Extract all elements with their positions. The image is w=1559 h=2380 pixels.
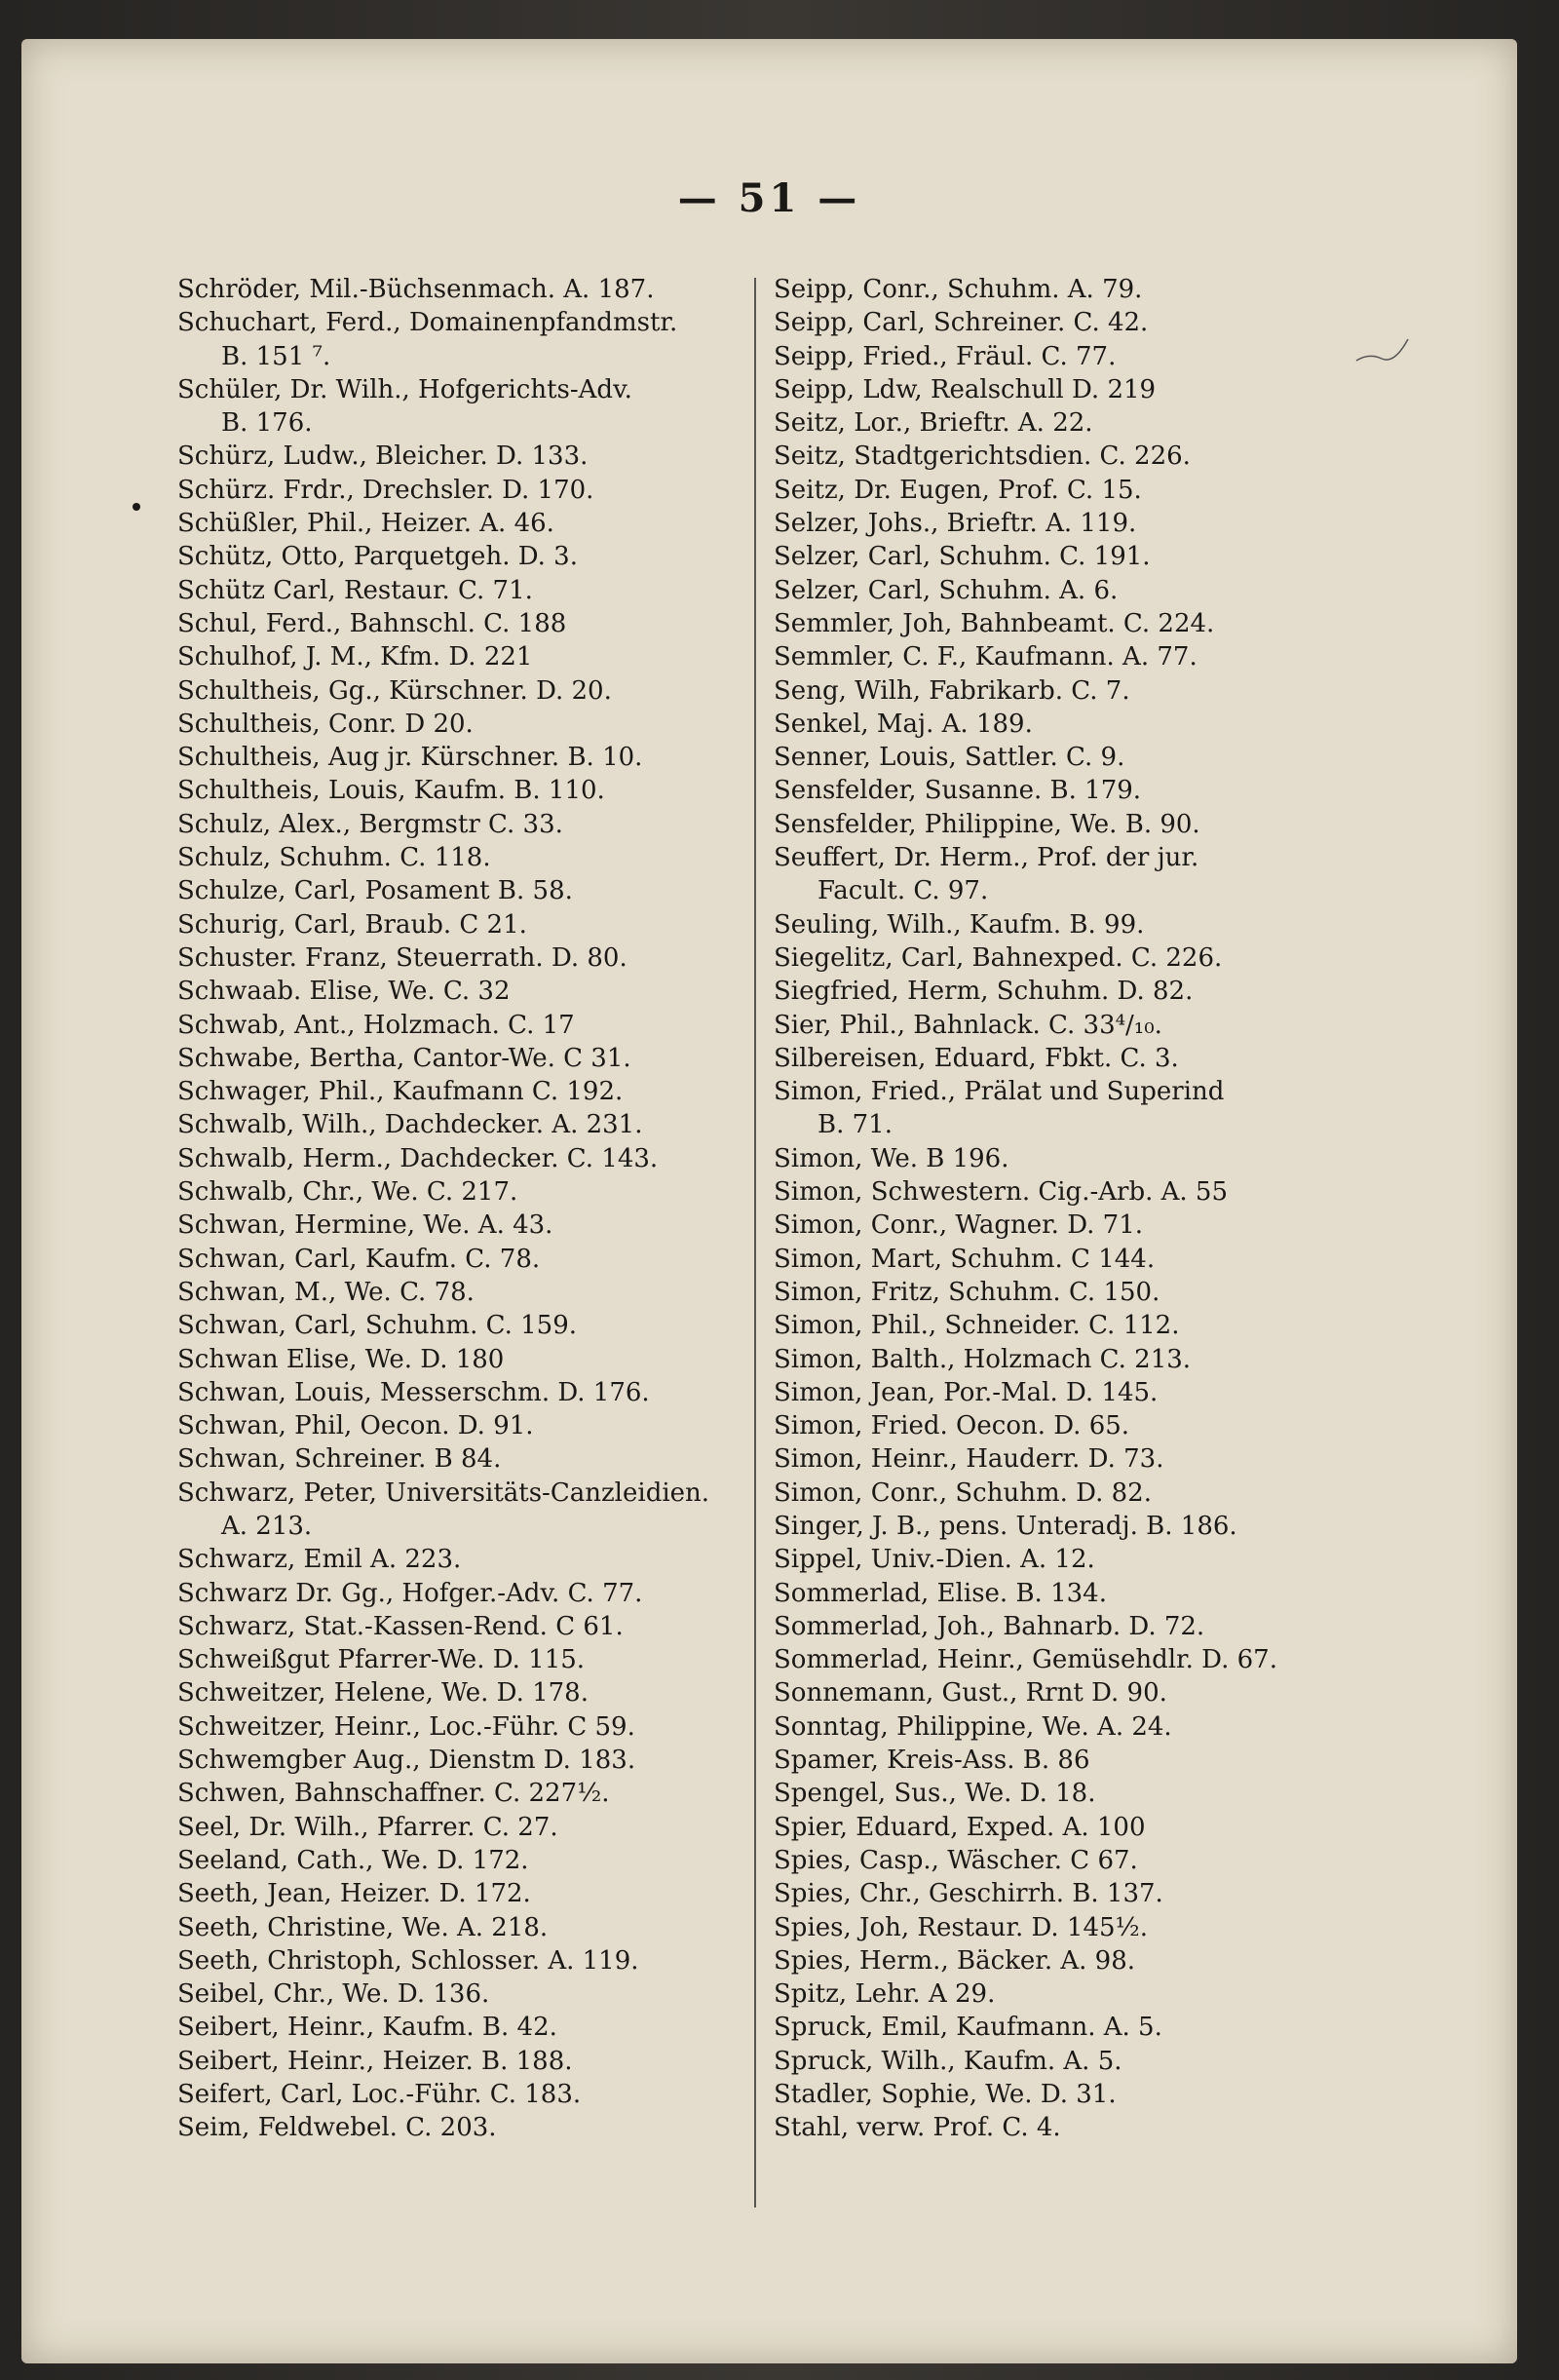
entry-text: Simon, Fried., Prälat und Superind [774,1077,1225,1107]
entry-text: Spies, Herm., Bäcker. A. 98. [774,1945,1136,1976]
directory-entry [774,975,1397,1008]
entry-continuation: Facult. C. 97. [818,876,989,906]
directory-entry [177,440,762,473]
directory-entry [774,808,1397,841]
entry-text: Schwan Elise, We. D. 180 [177,1344,505,1374]
entry-text: Simon, Conr., Wagner. D. 71. [774,1210,1144,1241]
directory-entry [177,1409,762,1442]
entry-text: Sippel, Univ.-Dien. A. 12. [774,1545,1095,1575]
directory-entry [177,607,762,640]
directory-entry [177,908,762,941]
entry-text: Seipp, Fried., Fräul. C. 77. [774,341,1117,371]
directory-entry [774,574,1397,607]
entry-continuation: B. 71. [818,1110,893,1140]
entry-text: Senner, Louis, Sattler. C. 9. [774,743,1125,773]
directory-entry [177,2045,762,2078]
entry-text: Schwan, Schreiner. B 84. [177,1444,502,1475]
directory-entry [177,1175,762,1209]
entry-text: Spies, Joh, Restaur. D. 145½. [774,1912,1149,1942]
entry-text: Schwarz, Peter, Universitäts-Canzleidien. [177,1478,710,1508]
directory-entry [177,741,762,774]
directory-entry [774,1777,1397,1810]
directory-entry [774,1343,1397,1376]
directory-entry [774,607,1397,640]
directory-entry [774,1309,1397,1342]
directory-entry [177,574,762,607]
entry-continuation: B. 176. [221,408,313,439]
directory-entry [774,406,1397,440]
entry-text: Schwarz Dr. Gg., Hofger.-Adv. C. 77. [177,1578,643,1608]
entry-text: Simon, Fried. Oecon. D. 65. [774,1411,1130,1441]
directory-entry [177,808,762,841]
entry-text: Schüler, Dr. Wilh., Hofgerichts-Adv. [177,374,632,404]
entry-text: Stadler, Sophie, We. D. 31. [774,2080,1117,2110]
entry-text: Schwager, Phil., Kaufmann C. 192. [177,1077,624,1107]
directory-entry [177,1944,762,1977]
entry-text: Schulhof, J. M., Kfm. D. 221 [177,642,533,672]
directory-entry [774,2045,1397,2078]
entry-text: Singer, J. B., pens. Unteradj. B. 186. [774,1511,1237,1541]
entry-text: Schwalb, Wilh., Dachdecker. A. 231. [177,1110,643,1140]
entry-text: Semmler, C. F., Kaufmann. A. 77. [774,642,1198,672]
entry-text: Spruck, Emil, Kaufmann. A. 5. [774,2013,1162,2043]
directory-entry [774,640,1397,673]
directory-entry [774,674,1397,708]
entry-text: Schröder, Mil.-Büchsenmach. A. 187. [177,275,655,304]
entry-text: Spies, Chr., Geschirrh. B. 137. [774,1879,1163,1909]
entry-text: Schulz, Schuhm. C. 118. [177,843,491,873]
entry-text: Schweitzer, Heinr., Loc.-Führ. C 59. [177,1711,635,1742]
directory-entry [177,1877,762,1910]
directory-entry [177,273,762,306]
directory-entry [177,1442,762,1476]
entry-text: Spruck, Wilh., Kaufm. A. 5. [774,2046,1122,2076]
directory-entry [774,2011,1397,2044]
directory-entry [774,1175,1397,1209]
directory-entry [774,1442,1397,1476]
entry-text: Schul, Ferd., Bahnschl. C. 188 [177,608,567,638]
directory-entry [774,1142,1397,1175]
directory-entry [774,1376,1397,1409]
directory-entry [177,2078,762,2111]
directory-entry [774,1643,1397,1676]
directory-entry [774,1042,1397,1075]
directory-entry [774,1811,1397,1844]
entry-text: Sommerlad, Joh., Bahnarb. D. 72. [774,1611,1205,1641]
entry-text: Selzer, Carl, Schuhm. A. 6. [774,575,1119,605]
entry-text: Selzer, Carl, Schuhm. C. 191. [774,542,1151,572]
entry-text: Schwalb, Chr., We. C. 217. [177,1177,518,1208]
directory-entry [774,1276,1397,1309]
entry-text: Spamer, Kreis-Ass. B. 86 [774,1746,1090,1776]
directory-entry [177,941,762,975]
entry-text: Schwan, Phil, Oecon. D. 91. [177,1411,534,1441]
directory-entry [774,340,1397,373]
entry-text: Schürz, Ludw., Bleicher. D. 133. [177,441,589,472]
directory-entry [177,1042,762,1075]
directory-page [21,39,1517,2363]
entry-text: Seitz, Lor., Brieftr. A. 22. [774,408,1093,439]
entry-text: Schwan, M., We. C. 78. [177,1277,475,1307]
directory-entry [177,1977,762,2011]
directory-entry [177,1009,762,1042]
directory-entry [177,1243,762,1276]
entry-continuation: A. 213. [221,1511,313,1541]
directory-entry [774,1911,1397,1944]
directory-entry [177,1543,762,1576]
entry-text: Sensfelder, Susanne. B. 179. [774,776,1142,806]
directory-entry [774,540,1397,573]
entry-text: Seel, Dr. Wilh., Pfarrer. C. 27. [177,1812,558,1842]
entry-text: Siegfried, Herm, Schuhm. D. 82. [774,977,1194,1007]
directory-entry [177,306,762,373]
directory-entry [177,1075,762,1108]
entry-text: Schweißgut Pfarrer-We. D. 115. [177,1645,586,1675]
entry-text: Schüßler, Phil., Heizer. A. 46. [177,509,554,539]
entry-text: Sonnemann, Gust., Rrnt D. 90. [774,1678,1167,1708]
entry-text: Silbereisen, Eduard, Fbkt. C. 3. [774,1043,1179,1073]
entry-text: Schütz, Otto, Parquetgeh. D. 3. [177,542,578,572]
directory-entry [774,941,1397,975]
entry-text: Schwemgber Aug., Dienstm D. 183. [177,1746,636,1776]
entry-text: Schwan, Louis, Messerschm. D. 176. [177,1377,650,1407]
directory-entry [774,1877,1397,1910]
directory-entry [774,2111,1397,2144]
entry-text: Spengel, Sus., We. D. 18. [774,1779,1096,1809]
directory-entry [774,1510,1397,1543]
directory-entry [177,1376,762,1409]
entry-text: Schultheis, Louis, Kaufm. B. 110. [177,776,605,806]
directory-entry [774,1209,1397,1242]
entry-text: Seipp, Ldw, Realschull D. 219 [774,374,1157,404]
entry-text: Schuster. Franz, Steuerrath. D. 80. [177,942,627,973]
entry-text: Schultheis, Conr. D 20. [177,709,474,739]
directory-entry [774,273,1397,306]
entry-text: Spies, Casp., Wäscher. C 67. [774,1845,1138,1875]
directory-entry [774,841,1397,908]
entry-text: Sier, Phil., Bahnlack. C. 33⁴/₁₀. [774,1010,1162,1040]
directory-entry [177,674,762,708]
entry-text: Simon, Jean, Por.-Mal. D. 145. [774,1377,1159,1407]
entry-text: Simon, Conr., Schuhm. D. 82. [774,1478,1152,1508]
entry-text: Simon, Schwestern. Cig.-Arb. A. 55 [774,1177,1229,1208]
directory-entry [774,1676,1397,1709]
directory-entry [774,1075,1397,1142]
directory-entry [177,708,762,741]
directory-entry [774,1577,1397,1610]
entry-text: Sommerlad, Elise. B. 134. [774,1578,1107,1608]
entry-text: Schwalb, Herm., Dachdecker. C. 143. [177,1143,659,1173]
entry-text: Seitz, Stadtgerichtsdien. C. 226. [774,441,1191,472]
entry-text: Selzer, Johs., Brieftr. A. 119. [774,509,1137,539]
directory-entry [774,1844,1397,1877]
directory-entry [774,2078,1397,2111]
entry-text: Seeth, Jean, Heizer. D. 172. [177,1879,531,1909]
left-column [177,273,762,2145]
entry-text: Simon, We. B 196. [774,1143,1009,1173]
directory-entry [774,1477,1397,1510]
entry-text: Schwab, Ant., Holzmach. C. 17 [177,1010,575,1040]
entry-text: Schulze, Carl, Posament B. 58. [177,876,573,906]
entry-text: Seibert, Heinr., Kaufm. B. 42. [177,2013,557,2043]
entry-text: Sonntag, Philippine, We. A. 24. [774,1711,1172,1742]
page-number: — 51 — [677,175,861,221]
directory-entry [177,1610,762,1643]
entry-text: Seeth, Christine, We. A. 218. [177,1912,549,1942]
column-divider [754,278,756,2207]
entry-text: Seipp, Carl, Schreiner. C. 42. [774,308,1149,338]
directory-entry [774,1744,1397,1777]
directory-entry [177,1142,762,1175]
directory-entry [177,373,762,441]
entry-text: Schurig, Carl, Braub. C 21. [177,909,527,940]
directory-entry [774,1977,1397,2011]
directory-entry [177,2011,762,2044]
entry-text: Sommerlad, Heinr., Gemüsehdlr. D. 67. [774,1645,1277,1675]
directory-entry [177,841,762,874]
entry-text: Seibel, Chr., We. D. 136. [177,1979,490,2010]
entry-text: Schweitzer, Helene, We. D. 178. [177,1678,589,1708]
entry-text: Schwaab. Elise, We. C. 32 [177,977,511,1007]
entry-text: Spitz, Lehr. A 29. [774,1979,996,2010]
entry-text: Schulz, Alex., Bergmstr C. 33. [177,809,563,839]
entry-text: Seipp, Conr., Schuhm. A. 79. [774,275,1143,304]
directory-entry [774,1009,1397,1042]
entry-text: Seifert, Carl, Loc.-Führ. C. 183. [177,2080,582,2110]
entry-text: Spier, Eduard, Exped. A. 100 [774,1812,1146,1842]
directory-entry [774,908,1397,941]
directory-entry [774,741,1397,774]
entry-text: Schwen, Bahnschaffner. C. 227½. [177,1779,610,1809]
directory-entry [774,1409,1397,1442]
entry-text: Seibert, Heinr., Heizer. B. 188. [177,2046,573,2076]
directory-entry [177,1108,762,1141]
directory-entry [177,774,762,807]
directory-entry [774,1710,1397,1744]
directory-entry [177,1777,762,1810]
entry-text: Schultheis, Aug jr. Kürschner. B. 10. [177,743,643,773]
directory-entry [774,507,1397,540]
directory-entry [177,1643,762,1676]
entry-text: Schuchart, Ferd., Domainenpfandmstr. [177,308,678,338]
directory-entry [774,774,1397,807]
directory-entry [177,1710,762,1744]
directory-entry [774,1243,1397,1276]
directory-entry [177,640,762,673]
entry-text: Schwan, Carl, Kaufm. C. 78. [177,1244,541,1274]
directory-entry [774,708,1397,741]
directory-entry [774,1610,1397,1643]
directory-entry [177,1911,762,1944]
directory-entry [774,474,1397,507]
entry-text: Senkel, Maj. A. 189. [774,709,1033,739]
directory-entry [177,507,762,540]
entry-text: Seuffert, Dr. Herm., Prof. der jur. [774,843,1199,873]
pencil-scribble-icon [1354,331,1413,370]
entry-continuation: B. 151 ⁷. [221,341,331,371]
entry-text: Semmler, Joh, Bahnbeamt. C. 224. [774,608,1215,638]
directory-entry [177,1343,762,1376]
entry-text: Schwan, Carl, Schuhm. C. 159. [177,1311,577,1341]
entry-text: Simon, Balth., Holzmach C. 213. [774,1344,1192,1374]
entry-text: Schwarz, Emil A. 223. [177,1545,462,1575]
directory-entry [774,1543,1397,1576]
directory-entry [177,1477,762,1544]
directory-entry [177,1676,762,1709]
entry-text: Seeland, Cath., We. D. 172. [177,1845,529,1875]
right-column [774,273,1397,2145]
entry-text: Sensfelder, Philippine, We. B. 90. [774,809,1200,839]
directory-entry [177,1844,762,1877]
directory-entry [177,975,762,1008]
entry-text: Seeth, Christoph, Schlosser. A. 119. [177,1945,639,1976]
entry-text: Schürz. Frdr., Drechsler. D. 170. [177,475,594,505]
directory-entry [177,1744,762,1777]
entry-text: Schwarz, Stat.-Kassen-Rend. C 61. [177,1611,624,1641]
entry-text: Simon, Mart, Schuhm. C 144. [774,1244,1156,1274]
entry-text: Simon, Fritz, Schuhm. C. 150. [774,1277,1160,1307]
entry-text: Stahl, verw. Prof. C. 4. [774,2113,1061,2143]
margin-mark [133,503,140,511]
directory-entry [177,1811,762,1844]
directory-entry [774,1944,1397,1977]
directory-entry [177,474,762,507]
directory-entry [177,1577,762,1610]
entry-text: Siegelitz, Carl, Bahnexped. C. 226. [774,942,1223,973]
directory-entry [774,373,1397,406]
directory-entry [177,1309,762,1342]
entry-text: Schwabe, Bertha, Cantor-We. C 31. [177,1043,631,1073]
entry-text: Schwan, Hermine, We. A. 43. [177,1210,553,1241]
entry-text: Schultheis, Gg., Kürschner. D. 20. [177,675,612,706]
directory-entry [774,306,1397,339]
directory-entry [177,2111,762,2144]
entry-text: Simon, Heinr., Hauderr. D. 73. [774,1444,1164,1475]
directory-entry [177,1276,762,1309]
directory-entry [177,1209,762,1242]
entry-text: Simon, Phil., Schneider. C. 112. [774,1311,1180,1341]
entry-text: Seim, Feldwebel. C. 203. [177,2113,497,2143]
entry-text: Seuling, Wilh., Kaufm. B. 99. [774,909,1145,940]
directory-entry [177,874,762,907]
entry-text: Seitz, Dr. Eugen, Prof. C. 15. [774,475,1142,505]
directory-entry [177,540,762,573]
entry-text: Schütz Carl, Restaur. C. 71. [177,575,533,605]
directory-entry [774,440,1397,473]
entry-text: Seng, Wilh, Fabrikarb. C. 7. [774,675,1130,706]
